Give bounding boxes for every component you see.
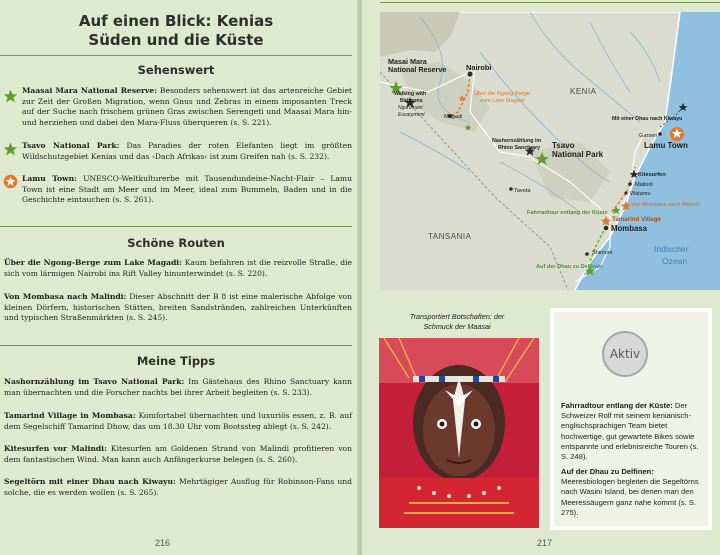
- tip-item-nashorn: Nashornzählung im Tsavo National Park: Im Gästehaus des Rhino Sanctuary kann man übernachten und die Forscher nachts bei ihrer Arbeit begleiten (s. S. 233).: [4, 377, 352, 397]
- aktiv-item-fahrradtour: Fahrradtour entlang der Küste: Der Schweizer Rolf mit seinem kenianisch-englischsprachigen Team bietet hochwertige, gut gewartete Bikes sowie entspannte und erlebnisreiche Touren (s. S. 248).: [561, 401, 699, 462]
- map-label-taveta: Taveta: [514, 188, 531, 194]
- map-label-mombasa: Mombasa: [611, 224, 647, 233]
- mombasa-dot: [604, 226, 609, 231]
- portrait-illustration: [379, 338, 539, 528]
- map-label-kitesurfen: Kitesurfen: [638, 172, 666, 178]
- nairobi-dot: [468, 72, 473, 77]
- map-label-nashorn: Nashornzählung im: [492, 138, 542, 144]
- section-divider: [0, 55, 352, 56]
- map-label-watamu: Watamu: [630, 191, 651, 197]
- section-heading-sehenswert: Sehenswert: [137, 63, 215, 77]
- page-number: 217: [537, 538, 553, 548]
- map-label-baboons: Baboons: [400, 98, 423, 104]
- map-graphic: [380, 12, 720, 290]
- photo-caption: Transportiert Botschaften: der Schmuck der Maasai: [409, 312, 505, 331]
- map-label-ngong: Über die Ngong-Berge: [474, 91, 530, 97]
- map-label-dhau-kiwayu: Mit einer Dhau nach Kiwayu: [612, 116, 683, 122]
- map-label-tamarind: Tamarind Village: [612, 216, 661, 223]
- top-rule: [380, 2, 720, 3]
- aktiv-box: [550, 308, 712, 530]
- map-label-fahrradtour: Fahrradtour entlang der Küste: [527, 210, 608, 216]
- map-label-dhau-delfinen: Auf der Dhau zu Delfinen: [536, 264, 603, 270]
- map-label-ngong-2: zum Lake Magadi: [480, 98, 525, 104]
- left-page: [0, 0, 358, 555]
- aktiv-badge: Aktiv: [602, 331, 648, 377]
- orange-star-icon: [3, 174, 18, 189]
- green-star-icon: [3, 142, 18, 157]
- map-label-escarpment: Escarpment: [398, 112, 425, 118]
- green-star-icon: [3, 89, 18, 104]
- tip-item-tamarind: Tamarind Village in Mombasa: Komfortabel übernachten und luxuriös essen, z. B. auf dem Segelschiff Tamarind Dhow, das um 18.30 Uhr vom Bootssteg ablegt (s. S. 242).: [4, 411, 353, 431]
- section-divider: [0, 345, 352, 346]
- section-heading-routen: Schöne Routen: [127, 236, 225, 250]
- region-map: [380, 12, 720, 290]
- maasai-portrait-photo: [379, 338, 539, 528]
- section-heading-tipps: Meine Tipps: [136, 354, 216, 368]
- sight-item-maasai-mara: Maasai Mara National Reserve: Besonders sehenswert ist das artenreiche Gebiet zur Zeit der Großen Migration, wenn Gnus und Zebras in einem imposanten Treck auf der Suche nach frischem grünen Gras zwischen Serengeti und Maasai Mara hin- und herziehen und dabei den Mara-Fluss überqueren (s. S. 221).: [22, 86, 352, 127]
- map-label-walking: Walking with: [394, 91, 427, 97]
- map-label-garsen: Garsen: [639, 133, 658, 139]
- map-label-tansania: TANSANIA: [428, 232, 472, 241]
- section-divider: [0, 226, 352, 227]
- route-item-mombasa-malindi: Von Mombasa nach Malindi: Dieser Abschnitt der B 8 ist eine malerische Abfolge von kleinen Dörfern, historischen Stätten, breiten Sandstränden, zahlreichen Unterkünften und typischen Straßenmärkten (s. S. 245).: [4, 292, 353, 323]
- map-label-ozean: Ozean: [662, 256, 688, 266]
- map-label-masai-mara-2: National Reserve: [388, 65, 447, 74]
- page-title: Auf einen Blick: Kenias Süden und die Küste: [78, 12, 274, 49]
- map-label-lamu: Lamu Town: [644, 141, 688, 150]
- map-label-shimoni: Shimoni: [592, 250, 613, 256]
- map-label-tsavo-2: National Park: [552, 150, 604, 159]
- sight-item-tsavo: Tsavo National Park: Das Paradies der roten Elefanten liegt im größten Wildschutzgebiet Kenias und das ›Dach Afrikas‹ ist zum Greifen nah (s. S. 232).: [22, 141, 352, 161]
- aktiv-item-delfinen: Auf der Dhau zu Delfinen: Meeresbiologen begleiten die Segeltörns nach Wasini Island, bei denen man den Meeressäugern ganz nahe kommt (s. S. 275).: [561, 467, 699, 517]
- map-label-malindi: Malindi: [635, 182, 653, 188]
- map-label-nairobi: Nairobi: [466, 63, 492, 72]
- tip-item-segeltoern: Segeltörn mit einer Dhau nach Kiwayu: Mehrtägiger Ausflug für Robinson-Fans und solche, die es werden wollen (s. S. 265).: [4, 477, 352, 497]
- map-label-kenia: KENIA: [570, 87, 597, 96]
- map-label-rhino: Rhino Sanctuary: [498, 145, 541, 151]
- right-page: [362, 0, 720, 555]
- map-label-indischer: Indischer: [654, 244, 689, 254]
- sight-item-lamu: Lamu Town: UNESCO-Weltkulturerbe mit Tausendundeine-Nacht-Flair – Lamu Town ist eine Stadt am Meer und im Meer, ideal zum Bummeln, Baden und in die Geschichte eintauchen (s. S. 261).: [22, 174, 352, 205]
- map-label-mombasa-malindi: Von Mombasa nach Malindi: [631, 202, 701, 208]
- map-label-tsavo: Tsavo: [552, 141, 575, 150]
- map-label-ngurumani: Ngurumani: [398, 105, 423, 111]
- tip-item-kitesurfen: Kitesurfen vor Malindi: Kitesurfen am Goldenen Strand von Malindi profitieren von dem fantastischen Wind. Man kann auch Anfängerkurse belegen (s. S. 260).: [4, 444, 352, 464]
- map-label-masai-mara: Masai Mara: [388, 57, 427, 66]
- route-item-ngong: Über die Ngong-Berge zum Lake Magadi: Kaum befahren ist die reizvolle Straße, die sich vom lärmigen Nairobi ins Rift Valley hinunterwindet (s. S. 220).: [4, 258, 352, 278]
- page-number: 216: [155, 538, 171, 548]
- map-label-magadi: Magadi: [444, 114, 463, 120]
